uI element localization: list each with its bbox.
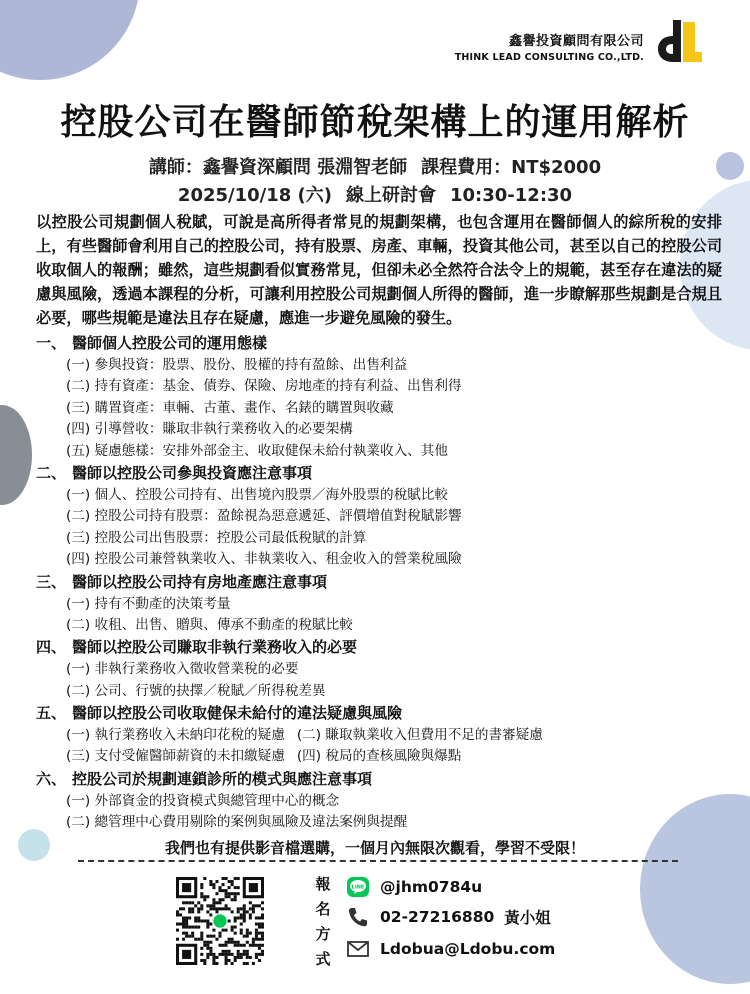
outline-item: (二) 持有資產：基金、債券、保險、房地產的持有利益、出售利得 bbox=[66, 378, 462, 395]
course-outline bbox=[36, 332, 706, 834]
company-block bbox=[455, 30, 644, 63]
section-title: 醫師以控股公司參與投資應注意事項 bbox=[72, 463, 313, 482]
outline-item: (一) 參與投資：股票、股份、股權的持有盈餘、出售利益 bbox=[66, 357, 408, 373]
video-notice: 我們也有提供影音檔選購，一個月內無限次觀看，學習不受限！ bbox=[164, 839, 585, 857]
outline-item: (五) 疑慮態樣：安排外部金主、收取健保未給付執業收入、其他 bbox=[66, 442, 448, 459]
qr-code[interactable] bbox=[176, 877, 264, 965]
decor-circle-left bbox=[0, 405, 32, 505]
outline-item: (一) 執行業務收入未納印花稅的疑慮 bbox=[66, 727, 285, 744]
section-number: 四、 bbox=[36, 638, 67, 657]
outline-item: (一) 個人、控股公司持有、出售境內股票／海外股票的稅賦比較 bbox=[66, 486, 448, 503]
line-app-icon bbox=[346, 876, 370, 898]
speaker-text: 講師：鑫譽資深顧問 張淵智老師 bbox=[148, 157, 408, 178]
email-address[interactable]: Ldobua@Ldobu.com bbox=[380, 940, 556, 958]
line-id[interactable]: @jhm0784u bbox=[380, 878, 483, 896]
section-title: 醫師以控股公司賺取非執行業務收入的必要 bbox=[72, 638, 358, 657]
outline-item: (二) 控股公司持有股票：盈餘視為惡意遞延、評價增值對稅賦影響 bbox=[66, 508, 462, 525]
section-heading bbox=[36, 768, 706, 791]
section-title: 控股公司於規劃連鎖診所的模式與應注意事項 bbox=[72, 769, 373, 788]
date-text: 2025/10/18 (六) bbox=[177, 185, 332, 206]
company-name-en: THINK LEAD CONSULTING CO.,LTD. bbox=[454, 52, 644, 63]
outline-item: (二) 賺取執業收入但費用不足的書審疑慮 bbox=[296, 727, 543, 744]
dashed-divider bbox=[78, 860, 678, 862]
contact-name: 黃小姐 bbox=[504, 909, 551, 927]
phone-icon bbox=[346, 906, 370, 928]
mode-text: 線上研討會 bbox=[346, 185, 436, 206]
section-number: 六、 bbox=[36, 769, 67, 788]
section-title: 醫師個人控股公司的運用態樣 bbox=[72, 334, 268, 352]
section-number: 五、 bbox=[36, 704, 67, 723]
outline-item: (一) 非執行業務收入徵收營業稅的必要 bbox=[66, 661, 299, 678]
outline-item: (三) 支付受僱醫師薪資的未扣繳疑慮 bbox=[66, 748, 285, 765]
company-name-zh: 鑫譽投資顧問有限公司 bbox=[508, 34, 644, 49]
outline-item: (二) 公司、行號的抉擇／稅賦／所得稅差異 bbox=[66, 682, 326, 699]
outline-item: (三) 購置資產：車輛、古董、畫作、名錶的購置與收藏 bbox=[66, 399, 394, 416]
phone-number[interactable]: 02-27216880 bbox=[380, 908, 495, 926]
fee-text: 課程費用：NT$2000 bbox=[421, 157, 602, 178]
dl-logo-icon bbox=[658, 18, 702, 66]
section-number: 三、 bbox=[36, 572, 67, 591]
outline-item: (四) 稅局的查核風險與爆點 bbox=[296, 748, 462, 765]
section-heading bbox=[36, 332, 706, 355]
contact-phone[interactable] bbox=[346, 906, 551, 928]
outline-item-row bbox=[36, 746, 706, 767]
outline-item: (三) 控股公司出售股票：控股公司最低稅賦的計算 bbox=[66, 529, 367, 546]
registration-label: 報 名 方 式 bbox=[315, 875, 331, 968]
mail-icon bbox=[346, 938, 370, 960]
outline-item: (二) 收租、出售、贈與、傳承不動產的稅賦比較 bbox=[66, 616, 353, 633]
outline-item: (二) 總管理中心費用剔除的案例與風險及違法案例與提醒 bbox=[66, 814, 408, 831]
intro-paragraph: 以控股公司規劃個人稅賦，可說是高所得者常見的規劃架構，也包含運用在醫師個人的綜所稅的安排上，有些醫師會利用自己的控股公司，持有股票、房產、車輛，投資其他公司，甚至以自己的控股公司收取個人的報酬；雖然，這些規劃看似實務常見，但卻未必全然符合法令上的規範，甚至存在違法的疑慮與風險，透過本課程的分析，可讓利用控股公司規劃個人所得的醫師，進一步瞭解那些規劃是合規且必要，哪些規範是違法且存在疑慮，應進一步避免風險的發生。 bbox=[36, 213, 722, 327]
svg-text:LINE: LINE bbox=[351, 884, 365, 891]
page-title: 控股公司在醫師節稅架構上的運用解析 bbox=[60, 102, 690, 143]
contact-line[interactable] bbox=[346, 876, 482, 898]
section-number: 一、 bbox=[36, 334, 67, 352]
outline-item: (一) 外部資金的投資模式與總管理中心的概念 bbox=[66, 792, 340, 809]
outline-item-row bbox=[36, 725, 706, 746]
section-heading bbox=[36, 702, 706, 725]
section-heading bbox=[36, 636, 706, 659]
section-number: 二、 bbox=[36, 463, 67, 482]
contact-email[interactable] bbox=[346, 938, 555, 960]
section-title: 醫師以控股公司持有房地產應注意事項 bbox=[72, 572, 328, 591]
outline-item: (四) 控股公司兼營執業收入、非執業收入、租金收入的營業稅風險 bbox=[66, 551, 462, 568]
time-text: 10:30-12:30 bbox=[450, 185, 573, 206]
outline-item: (四) 引導營收：賺取非執行業務收入的必要架構 bbox=[66, 421, 353, 438]
section-title: 醫師以控股公司收取健保未給付的違法疑慮與風險 bbox=[72, 704, 403, 723]
decor-circle-top-left bbox=[0, 0, 140, 80]
section-heading bbox=[36, 571, 706, 594]
speaker-fee-line bbox=[0, 153, 750, 179]
section-heading bbox=[36, 462, 706, 485]
date-line bbox=[0, 181, 750, 207]
outline-item: (一) 持有不動產的決策考量 bbox=[66, 595, 231, 612]
